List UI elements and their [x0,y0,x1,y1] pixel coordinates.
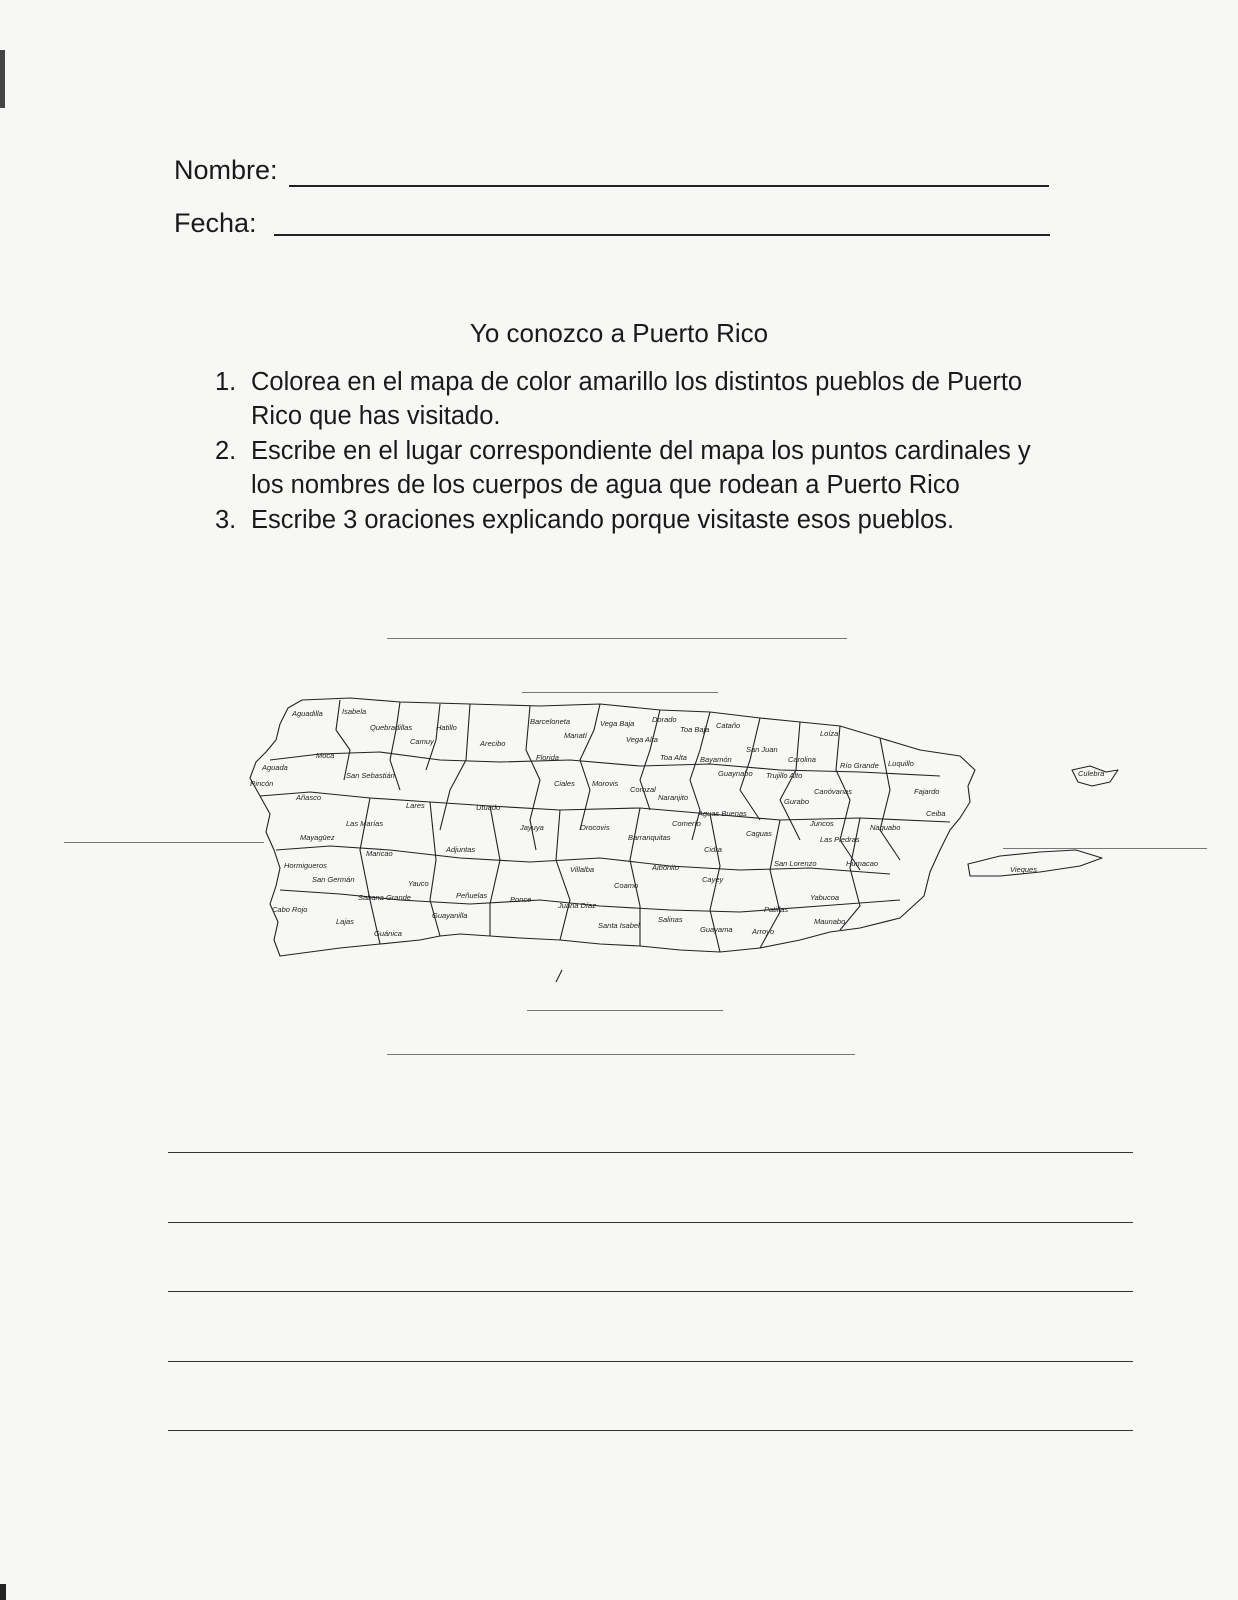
town-label: Patillas [764,905,789,914]
town-label: Orocovis [580,823,610,832]
town-label: San Juan [746,745,778,754]
instruction-text: Colorea en el mapa de color amarillo los distintos pueblos de Puerto Rico que has visitado. [251,368,1023,430]
town-label: Santa Isabel [598,921,640,930]
name-field [174,155,278,186]
instructions-list [215,365,1055,538]
town-label: Morovis [592,779,619,788]
town-label: Dorado [652,715,677,724]
town-label: Ciales [554,779,575,788]
puerto-rico-map [240,690,1140,1010]
town-label: Juana Díaz [558,901,596,910]
town-label: Carolina [788,755,816,764]
town-label: Guayanilla [432,911,468,920]
town-label: Naguabo [870,823,901,832]
town-label: Las Piedras [820,835,860,844]
writing-line-5[interactable] [168,1430,1133,1431]
town-label: San Sebastián [346,771,395,780]
instruction-number: 3. [215,506,237,534]
town-label: Barceloneta [530,717,571,726]
town-label: Añasco [296,793,322,802]
town-label: Toa Alta [660,753,687,762]
name-write-line[interactable] [289,185,1049,187]
town-label: San Lorenzo [774,859,817,868]
writing-line-3[interactable] [168,1291,1133,1292]
town-label: Arecibo [480,739,506,748]
town-labels [250,707,1104,938]
town-label: Luquillo [888,759,914,768]
instruction-text: Escribe en el lugar correspondiente del mapa los puntos cardinales y los nombres de los cuerpos de agua que rodean a Puerto Rico [251,437,1031,499]
writing-line-2[interactable] [168,1222,1133,1223]
town-label: Hatillo [436,723,457,732]
worksheet-title: Yo conozco a Puerto Rico [469,318,769,348]
instruction-item [215,434,1055,502]
town-label: Ponce [510,895,532,904]
town-label: Cabo Rojo [272,905,308,914]
town-label: Vega Alta [626,735,658,744]
town-label: Sabana Grande [358,893,411,902]
town-label: Cidra [704,845,722,854]
town-label: Aguas Buenas [698,809,747,818]
town-label: Vieques [1010,865,1037,874]
instruction-item [215,365,1055,433]
town-label: Adjuntas [446,845,476,854]
town-label: Juncos [810,819,834,828]
town-label: Isabela [342,707,367,716]
town-label: Rincón [250,779,274,788]
town-label: Cayey [702,875,724,884]
town-label: Yauco [408,879,429,888]
town-label: Arroyo [752,927,775,936]
name-label: Nombre: [174,155,278,185]
town-label: Bayamón [700,755,732,764]
town-label: Aguada [262,763,288,772]
town-label: Peñuelas [456,891,488,900]
town-label: Lajas [336,917,354,926]
town-label: Vega Baja [600,719,635,728]
town-label: Loíza [820,729,839,738]
town-label: Camuy [410,737,434,746]
town-label: Florida [536,753,559,762]
town-label: San Germán [312,875,355,884]
scan-edge-mark [0,50,5,108]
town-label: Utuado [476,803,501,812]
writing-line-4[interactable] [168,1361,1133,1362]
town-label: Maunabo [814,917,846,926]
town-label: Salinas [658,915,683,924]
town-label: Maricao [366,849,393,858]
town-label: Aibonito [652,863,680,872]
town-label: Aguadilla [292,709,323,718]
date-label: Fecha: [174,208,257,238]
town-label: Humacao [846,859,879,868]
town-label: Corozal [630,785,656,794]
town-label: Gurabo [784,797,810,806]
town-label: Jayuya [520,823,544,832]
town-label: Trujillo Alto [766,771,803,780]
town-label: Mayagüez [300,833,335,842]
writing-line-1[interactable] [168,1152,1133,1153]
town-label: Fajardo [914,787,940,796]
town-label: Río Grande [840,761,879,770]
town-label: Cataño [716,721,741,730]
town-label: Comerío [672,819,701,828]
town-label: Culebra [1078,769,1105,778]
town-label: Barranquitas [628,833,671,842]
map-label-line-west[interactable] [64,842,264,843]
town-label: Moca [316,751,335,760]
town-label: Manatí [564,731,587,740]
town-label: Villalba [570,865,595,874]
town-label: Guaynabo [718,769,753,778]
town-label: Las Marías [346,819,384,828]
map-label-line-north-outer[interactable] [387,638,847,639]
instruction-text: Escribe 3 oraciones explicando porque visitaste esos pueblos. [251,506,955,534]
town-label: Toa Baja [680,725,710,734]
town-label: Ceiba [926,809,946,818]
town-label: Guánica [374,929,402,938]
instruction-item [215,503,1055,537]
date-field [174,208,257,239]
scan-corner-mark [0,1584,6,1600]
town-label: Canóvanas [814,787,852,796]
instruction-number: 1. [215,368,237,396]
town-label: Lares [406,801,425,810]
map-label-line-south-outer[interactable] [387,1054,855,1055]
map-label-line-south[interactable] [527,1010,723,1011]
town-label: Naranjito [658,793,689,802]
town-label: Caguas [746,829,772,838]
town-label: Guayama [700,925,733,934]
town-label: Coamo [614,881,639,890]
town-label: Yabucoa [810,893,840,902]
town-label: Quebradillas [370,723,413,732]
instruction-number: 2. [215,437,237,465]
town-label: Hormigueros [284,861,327,870]
date-write-line[interactable] [274,234,1050,236]
